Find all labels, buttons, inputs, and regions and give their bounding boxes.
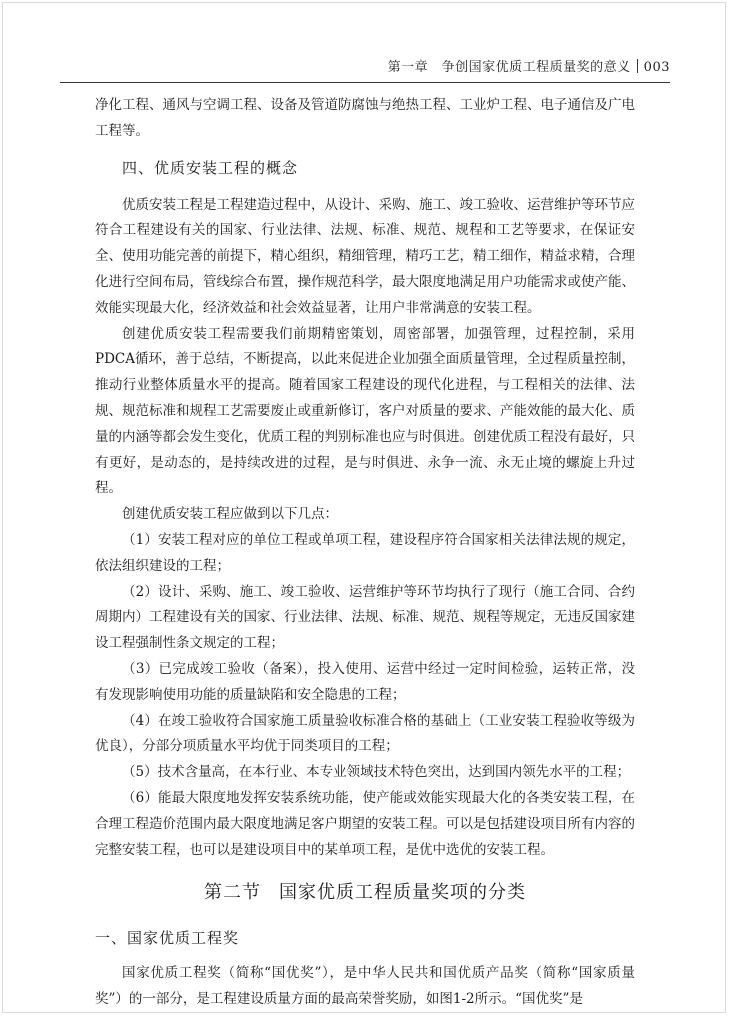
final-paragraph: 国家优质工程奖（简称“国优奖”），是中华人民共和国优质产品奖（简称“国家质量奖”）的一部分，是工程建设质量方面的最高荣誉奖励，如图1-2所示。“国优奖”是 (95, 965, 635, 1008)
header-rule (60, 82, 670, 83)
list-item-6: （6）能最大限度地发挥安装系统功能，使产能或效能实现最大化的各类安装工程，在合理工程造价范围内最大限度地满足客户期望的安装工程。可以是包括建设项目所有内容的完整安装工程，也可以是建设项目中的某单项工程，是优中选优的安装工程。 (95, 789, 635, 858)
paragraph: 创建优质安装工程应做到以下几点： (122, 506, 338, 523)
running-header (60, 58, 670, 78)
page-number: 003 (643, 60, 670, 75)
list-item-4: （4）在竣工验收符合国家施工质量验收标准合格的基础上（工业安装工程验收等级为优良），分部分项质量水平均优于同类项目的工程； (95, 712, 635, 755)
paragraph: 优质安装工程是工程建造过程中，从设计、采购、施工、竣工验收、运营维护等环节应符合工程建设有关的国家、行业法律、法规、标准、规范、规程和工艺等要求，在保证安全、使用功能完善的前提下，精心组织，精细管理，精巧工艺，精工细作，精益求精，合理化进行空间布局，管线综合布置，操作规范科学，最大限度地满足用户功能需求或使产能、效能实现最大化，经济效益和社会效益显著，让用户非常满意的安装工程。 (95, 196, 635, 316)
subsection-1-heading: 一、国家优质工程奖 (95, 929, 240, 948)
list-item-3: （3）已完成竣工验收（备案），投入使用、运营中经过一定时间检验，运转正常，没有发现影响使用功能的质量缺陷和安全隐患的工程； (95, 660, 635, 703)
chapter-title: 第一章 争创国家优质工程质量奖的意义 (387, 60, 631, 75)
section-2-heading (95, 879, 635, 907)
list-item-5: （5）技术含量高，在本行业、本专业领域技术特色突出，达到国内领先水平的工程； (122, 764, 631, 781)
section-4-heading: 四、优质安装工程的概念 (122, 158, 299, 177)
page-content (95, 93, 635, 1013)
list-item-1: （1）安装工程对应的单位工程或单项工程，建设程序符合国家相关法律法规的规定，依法组织建设的工程； (95, 531, 635, 574)
list-item-2: （2）设计、采购、施工、竣工验收、运营维护等环节均执行了现行（施工合同、合约周期内）工程建设有关的国家、行业法律、法规、标准、规范、规程等规定，无违反国家建设工程强制性条文规定的工程； (95, 583, 635, 652)
paragraph: 创建优质安装工程需要我们前期精密策划，周密部署，加强管理，过程控制，采用PDCA循环，善于总结，不断提高，以此来促进企业加强全面质量管理，全过程质量控制，推动行业整体质量水平的提高。随着国家工程建设的现代化进程，与工程相关的法律、法规、规范标准和规程工艺需要废止或重新修订，客户对质量的要求、产能效能的最大化、质量的内涵等都会发生变化，优质工程的判别标准也应与时俱进。创建优质工程没有最好，只有更好，是动态的，是持续改进的过程，是与时俱进、永争一流、永无止境的螺旋上升过程。 (95, 325, 635, 497)
intro-paragraph: 净化工程、通风与空调工程、设备及管道防腐蚀与绝热工程、工业炉工程、电子通信及广电工程等。 (95, 97, 635, 139)
section-2-label: 第二节 (204, 882, 261, 904)
header-separator (637, 59, 638, 73)
section-2-title: 国家优质工程质量奖项的分类 (279, 882, 526, 904)
